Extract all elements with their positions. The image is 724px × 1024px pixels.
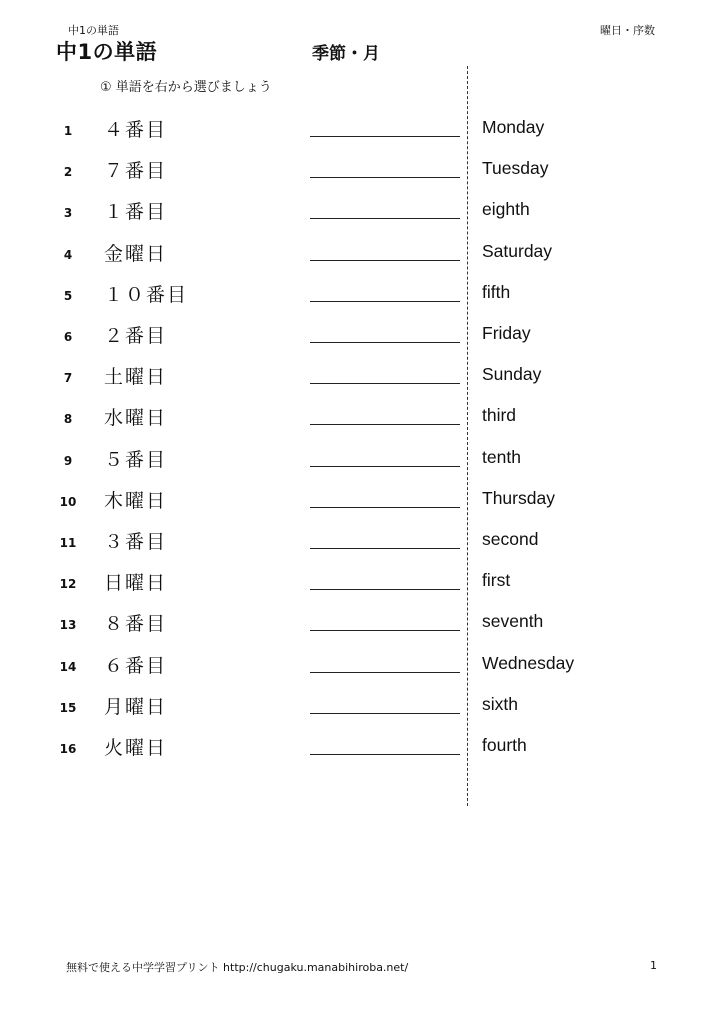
row-number: 13 [59,618,77,633]
topic-label: 曜日・序数 [600,24,655,37]
answer-blank[interactable] [310,589,460,590]
row-number: 1 [63,124,73,138]
english-word-option: Tuesday [482,158,549,179]
answer-blank[interactable] [310,424,460,425]
exercise-row [0,362,724,403]
answer-blank[interactable] [310,630,460,631]
japanese-word: 木曜日 [104,489,168,512]
english-word-option: third [482,405,517,426]
series-label: 中1の単語 [68,24,119,37]
answer-blank[interactable] [310,218,460,219]
japanese-word: 金曜日 [104,242,168,265]
japanese-word: 水曜日 [104,407,168,430]
exercise-row [0,115,724,156]
english-word-option: Friday [482,323,531,343]
row-number: 15 [59,700,77,715]
row-number: 5 [63,288,73,303]
exercise-row [0,239,724,280]
answer-blank[interactable] [310,177,460,178]
instruction-text: ① 単語を右から選びましょう [100,80,272,95]
answer-blank[interactable] [310,507,460,508]
english-word-option: Thursday [482,487,555,508]
japanese-word: ４番目 [104,119,168,141]
english-word-option: first [482,570,511,591]
exercise-row [0,197,724,238]
row-number: 8 [63,412,73,427]
row-number: 9 [63,453,73,468]
english-word-option: Monday [482,117,545,137]
english-word-option: fifth [482,281,511,302]
row-number: 12 [59,577,77,592]
exercise-row [0,156,724,197]
english-word-option: Saturday [482,240,553,261]
japanese-word: ３番目 [104,531,168,553]
exercise-row [0,568,724,609]
japanese-word: １０番目 [104,283,189,306]
answer-blank[interactable] [310,301,460,302]
page-subtitle: 季節・月 [312,44,380,64]
exercise-row [0,692,724,733]
english-word-option: seventh [482,611,544,632]
english-word-option: eighth [482,199,530,220]
answer-blank[interactable] [310,383,460,384]
row-number: 6 [63,330,73,344]
english-word-option: fourth [482,735,527,755]
answer-blank[interactable] [310,672,460,673]
exercise-row [0,651,724,692]
english-word-option: second [482,529,539,549]
japanese-word: ７番目 [104,160,168,183]
exercise-row [0,280,724,321]
exercise-row [0,321,724,362]
row-number: 11 [59,536,77,550]
answer-blank[interactable] [310,466,460,467]
english-word-option: Sunday [482,364,542,385]
row-number: 7 [63,371,73,386]
answer-blank[interactable] [310,136,460,137]
japanese-word: ２番目 [104,325,168,347]
japanese-word: ８番目 [104,613,168,636]
japanese-word: １番目 [104,201,168,224]
exercise-row [0,486,724,527]
answer-blank[interactable] [310,754,460,755]
exercise-row [0,527,724,568]
row-number: 3 [63,206,73,221]
japanese-word: ６番目 [104,654,168,677]
exercise-row [0,445,724,486]
answer-blank[interactable] [310,713,460,714]
exercise-row [0,403,724,444]
english-word-option: sixth [482,693,518,714]
japanese-word: ５番目 [104,448,168,471]
japanese-word: 土曜日 [104,366,168,389]
exercise-row [0,733,724,774]
answer-blank[interactable] [310,548,460,549]
row-number: 16 [59,742,77,756]
english-word-option: Wednesday [482,652,575,673]
page-title: 中1の単語 [56,40,158,64]
answer-blank[interactable] [310,260,460,261]
row-number: 10 [59,494,77,509]
japanese-word: 月曜日 [104,695,168,718]
english-word-option: tenth [482,446,521,467]
row-number: 2 [63,165,73,180]
japanese-word: 日曜日 [104,572,168,595]
exercise-row [0,609,724,650]
page-number: 1 [650,959,657,972]
footer-text: 無料で使える中学学習プリント http://chugaku.manabihiroba.net/ [66,961,409,974]
answer-blank[interactable] [310,342,460,343]
japanese-word: 火曜日 [104,737,168,759]
row-number: 14 [59,659,77,674]
row-number: 4 [63,247,73,262]
